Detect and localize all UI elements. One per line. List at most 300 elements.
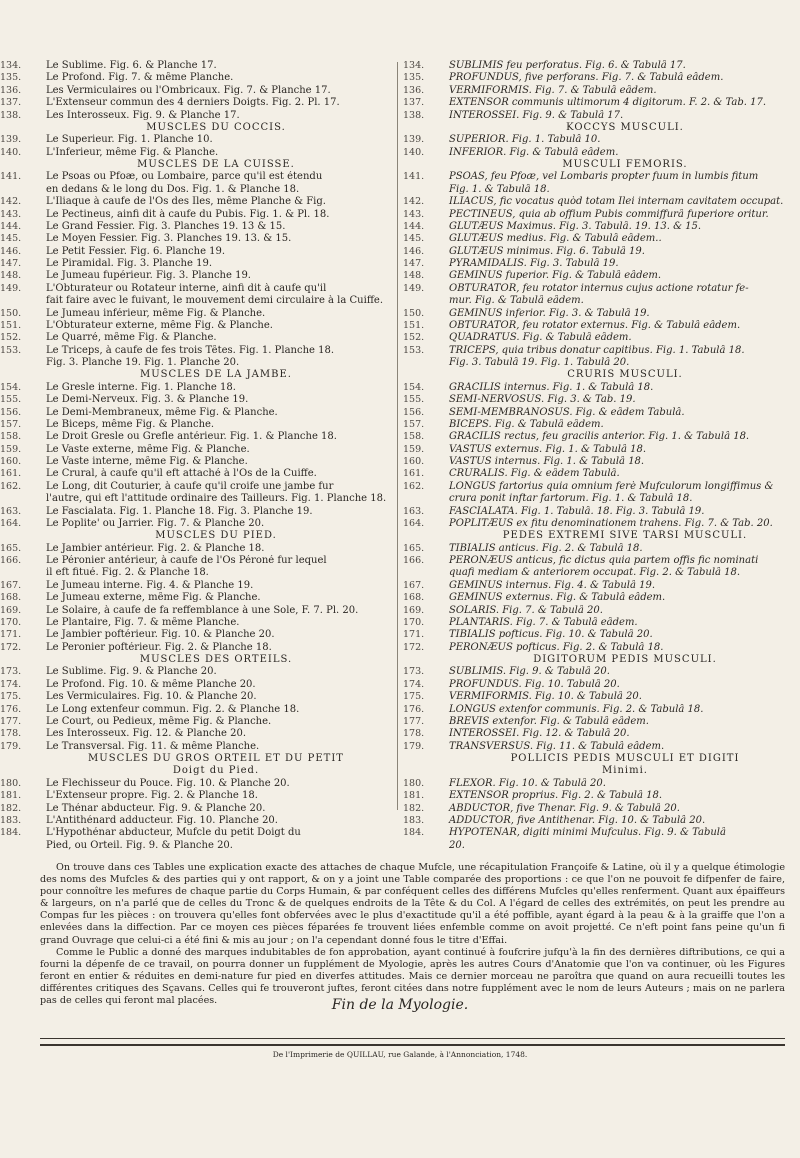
french-entry	[0, 728, 395, 740]
french-entry	[0, 171, 395, 183]
french-entry	[0, 567, 395, 579]
entry-text: Le Piramidal. Fig. 3. Planche 19.	[46, 258, 212, 269]
entry-text: Les Interosseux. Fig. 12. & Planche 20.	[46, 728, 247, 740]
entry-number: 163.	[0, 505, 22, 517]
entry-text: ILIACUS, fic vocatus quòd totam Ilei internam cavitatem occupat.	[449, 196, 784, 208]
french-entry	[0, 605, 395, 617]
french-entry	[0, 345, 395, 357]
latin-section-heading	[403, 530, 800, 542]
french-entry	[0, 679, 395, 691]
entry-text: FLEXOR. Fig. 10. & Tabulâ 20.	[449, 777, 606, 789]
latin-entry	[403, 567, 800, 579]
entry-text: GLUTÆUS medius. Fig. & Tabulâ eâdem..	[449, 233, 662, 245]
entry-number: 168.	[403, 592, 425, 604]
french-entry	[0, 147, 395, 159]
french-entry	[0, 246, 395, 258]
latin-section-heading	[403, 765, 800, 777]
printer-imprint: De l'Imprimerie de QUILLAU, rue Galande, à l'Annonciation, 1748.	[272, 1050, 528, 1059]
entry-number: 143.	[403, 208, 425, 220]
latin-entry	[403, 147, 800, 159]
entry-text: MUSCLES DU GROS ORTEIL ET DU PETIT	[88, 753, 344, 764]
entry-text: SUBLIMIS feu perforatus. Fig. 6. & Tabulâ 17.	[449, 60, 686, 71]
french-entry	[0, 580, 395, 592]
entry-number: 184.	[403, 827, 425, 839]
entry-number: 146.	[0, 245, 22, 257]
entry-number: 134.	[0, 60, 22, 71]
latin-entry	[403, 617, 800, 629]
latin-entry	[403, 444, 800, 456]
entry-text: L'Hypothénar abducteur, Mufcle du petit Doigt du	[46, 827, 301, 839]
entry-number: 168.	[0, 592, 22, 604]
latin-section-heading	[403, 369, 800, 381]
entry-number: 139.	[403, 134, 425, 146]
latin-entry	[403, 605, 800, 617]
latin-entry	[403, 270, 800, 282]
entry-text: BICEPS. Fig. & Tabulâ eâdem.	[449, 418, 604, 430]
entry-number: 135.	[403, 72, 425, 84]
entry-number: 176.	[0, 703, 22, 715]
entry-text: PEDES EXTREMI SIVE TARSI MUSCULI.	[502, 530, 748, 542]
latin-column	[403, 60, 800, 852]
entry-number: 136.	[403, 84, 425, 96]
entry-text: Le Peronier poftérieur. Fig. 2. & Planche 18.	[46, 641, 272, 653]
entry-text: HYPOTENAR, digiti minimi Mufculus. Fig. 9. & Tabulâ	[449, 827, 726, 839]
latin-entry	[403, 110, 800, 122]
latin-entry	[403, 72, 800, 84]
latin-entry	[403, 778, 800, 790]
entry-text: VERMIFORMIS. Fig. 7. & Tabulâ eâdem.	[449, 84, 657, 96]
french-entry	[0, 419, 395, 431]
entry-number: 155.	[0, 394, 22, 406]
entry-number: 149.	[403, 282, 425, 294]
closing-remarks	[40, 862, 785, 1007]
entry-text: Le Solaire, à caufe de fa reffemblance à une Sole, F. 7. Pl. 20.	[46, 604, 359, 616]
entry-text: GEMINUS externus. Fig. & Tabulâ eâdem.	[449, 592, 666, 604]
latin-entry	[403, 246, 800, 258]
entry-text: MUSCLES DU COCCIS.	[146, 121, 286, 133]
entry-text: Le Jumeau externe, même Fig. & Planche.	[46, 592, 261, 604]
entry-text: SEMI-MEMBRANOSUS. Fig. & eâdem Tabulâ.	[449, 406, 685, 418]
entry-number: 182.	[403, 802, 425, 814]
entry-text: Le Fascialata. Fig. 1. Planche 18. Fig. 3. Planche 19.	[46, 505, 313, 517]
entry-number: 153.	[403, 344, 425, 356]
latin-entry	[403, 382, 800, 394]
entry-text: GRACILIS rectus, feu gracilis anterior. Fig. 1. & Tabulâ 18.	[449, 431, 750, 443]
entry-number: 138.	[403, 109, 425, 121]
entry-number: 143.	[0, 208, 22, 220]
entry-number: 183.	[403, 814, 425, 826]
entry-number: 161.	[0, 468, 22, 480]
latin-entry	[403, 543, 800, 555]
latin-section-heading	[403, 122, 800, 134]
entry-number: 164.	[403, 517, 425, 529]
entry-text: Le Long, dit Couturier, à caufe qu'il croife une jambe fur	[46, 480, 334, 492]
latin-entry	[403, 209, 800, 221]
entry-text: Fig. 3. Planche 19. Fig. 1. Planche 20.	[46, 357, 240, 368]
entry-number: 156.	[0, 406, 22, 418]
entry-text: PECTINEUS, quia ab offium Pubis commiffurâ fuperiore oritur.	[449, 208, 769, 220]
latin-entry	[403, 827, 800, 839]
latin-entry	[403, 481, 800, 493]
entry-text: Les Vermiculaires. Fig. 10. & Planche 20.	[46, 691, 257, 703]
french-entry	[0, 741, 395, 753]
entry-text: PERONÆUS pofticus. Fig. 2. & Tabulâ 18.	[449, 641, 664, 653]
entry-number: 162.	[0, 480, 22, 492]
entry-text: DIGITORUM PEDIS MUSCULI.	[533, 654, 717, 665]
french-entry	[0, 209, 395, 221]
french-entry	[0, 704, 395, 716]
entry-text: MUSCLES DES ORTEILS.	[139, 654, 293, 665]
french-entry	[0, 295, 395, 307]
entry-number: 151.	[0, 319, 22, 331]
latin-entry	[403, 85, 800, 97]
entry-number: 175.	[0, 691, 22, 703]
entry-number: 171.	[0, 629, 22, 641]
entry-text: Le Jumeau interne. Fig. 4. & Planche 19.	[46, 579, 254, 591]
entry-number: 171.	[403, 629, 425, 641]
entry-number: 142.	[403, 196, 425, 208]
entry-text: mur. Fig. & Tabulâ eâdem.	[449, 295, 584, 307]
entry-number: 137.	[403, 97, 425, 109]
entry-number: 137.	[0, 97, 22, 109]
entry-number: 154.	[403, 381, 425, 393]
entry-number: 180.	[403, 777, 425, 789]
entry-number: 152.	[0, 332, 22, 344]
latin-entry	[403, 295, 800, 307]
entry-text: ADDUCTOR, five Antithenar. Fig. 10. & Tabulâ 20.	[449, 814, 706, 826]
latin-entry	[403, 555, 800, 567]
latin-entry	[403, 221, 800, 233]
entry-number: 139.	[0, 134, 22, 146]
entry-number: 158.	[403, 431, 425, 443]
french-entry	[0, 394, 395, 406]
entry-text: MUSCLES DE LA JAMBE.	[140, 369, 292, 381]
entry-number: 149.	[0, 282, 22, 294]
entry-number: 170.	[0, 616, 22, 628]
entry-text: INFERIOR. Fig. & Tabulâ eâdem.	[449, 146, 619, 158]
latin-entry	[403, 493, 800, 505]
latin-section-heading	[403, 159, 800, 171]
latin-entry	[403, 357, 800, 369]
entry-text: Le Triceps, à caufe de fes trois Têtes. Fig. 1. Planche 18.	[46, 344, 335, 356]
entry-number: 163.	[403, 505, 425, 517]
latin-entry	[403, 468, 800, 480]
entry-text: POLLICIS PEDIS MUSCULI ET DIGITI	[510, 753, 740, 764]
french-section-heading	[0, 530, 395, 542]
entry-text: Le Flechisseur du Pouce. Fig. 10. & Planche 20.	[46, 777, 290, 789]
entry-text: Doigt du Pied.	[172, 765, 260, 777]
entry-text: Le Sublime. Fig. 9. & Planche 20.	[46, 666, 217, 678]
french-entry	[0, 431, 395, 443]
end-title: Fin de la Myologie.	[331, 997, 469, 1013]
entry-text: TRICEPS, quia tribus donatur capitibus. Fig. 1. Tabulâ 18.	[449, 344, 745, 356]
french-entry	[0, 456, 395, 468]
french-entry	[0, 407, 395, 419]
entry-text: PYRAMIDALIS. Fig. 3. Tabulâ 19.	[449, 258, 619, 269]
entry-text: L'Extenseur commun des 4 derniers Doigts. Fig. 2. Pl. 17.	[46, 97, 340, 109]
entry-text: Le Jumeau inférieur, même Fig. & Planche.	[46, 307, 266, 319]
latin-section-heading	[403, 654, 800, 666]
french-entry	[0, 283, 395, 295]
entry-text: GEMINUS fuperior. Fig. & Tabulâ eâdem.	[449, 270, 662, 282]
latin-entry	[403, 741, 800, 753]
entry-number: 176.	[403, 703, 425, 715]
entry-number: 173.	[403, 666, 425, 678]
column-divider	[397, 62, 398, 810]
entry-text: MUSCLES DU PIED.	[155, 530, 277, 542]
latin-entry	[403, 320, 800, 332]
entry-number: 145.	[0, 233, 22, 245]
entry-number: 174.	[403, 678, 425, 690]
french-entry	[0, 803, 395, 815]
entry-text: EXTENSOR communis ultimorum 4 digitorum. F. 2. & Tab. 17.	[449, 97, 767, 109]
latin-entry	[403, 258, 800, 270]
entry-text: Le Thénar abducteur. Fig. 9. & Planche 20.	[46, 802, 266, 814]
entry-text: VASTUS externus. Fig. 1. & Tabulâ 18.	[449, 443, 647, 455]
entry-number: 179.	[0, 740, 22, 752]
entry-text: FASCIALATA. Fig. 1. Tabulâ. 18. Fig. 3. Tabulâ 19.	[449, 505, 705, 517]
entry-number: 160.	[0, 456, 22, 467]
entry-number: 148.	[403, 270, 425, 282]
latin-entry	[403, 171, 800, 183]
entry-text: Le Jambier antérieur. Fig. 2. & Planche 18.	[46, 542, 265, 554]
entry-text: MUSCLES DE LA CUISSE.	[137, 159, 295, 170]
entry-number: 158.	[0, 431, 22, 443]
entry-number: 145.	[403, 233, 425, 245]
entry-text: Le Plantaire, Fig. 7. & même Planche.	[46, 616, 240, 628]
entry-number: 178.	[403, 728, 425, 740]
french-entry	[0, 308, 395, 320]
entry-text: INTEROSSEI. Fig. 9. & Tabulâ 17.	[449, 109, 624, 121]
latin-entry	[403, 407, 800, 419]
entry-number: 141.	[403, 171, 425, 183]
entry-number: 172.	[0, 641, 22, 653]
entry-text: Le Crural, à caufe qu'il eft attaché à l'Os de la Cuiffe.	[46, 468, 317, 480]
french-entry	[0, 506, 395, 518]
french-entry	[0, 320, 395, 332]
entry-number: 175.	[403, 691, 425, 703]
entry-text: L'Extenseur propre. Fig. 2. & Planche 18.	[46, 790, 258, 802]
entry-text: quafi mediam & anteriorem occupat. Fig. 2. & Tabulâ 18.	[449, 567, 741, 579]
french-entry	[0, 196, 395, 208]
entry-text: CRURALIS. Fig. & eâdem Tabulâ.	[449, 468, 620, 480]
entry-number: 150.	[0, 307, 22, 319]
entry-text: L'Obturateur externe, même Fig. & Planche.	[46, 319, 273, 331]
entry-text: TIBIALIS anticus. Fig. 2. & Tabulâ 18.	[449, 542, 643, 554]
entry-text: OBTURATOR, feu rotator externus. Fig. & Tabulâ eâdem.	[449, 319, 741, 331]
french-entry	[0, 815, 395, 827]
entry-text: Le Jambier poftérieur. Fig. 10. & Planche 20.	[46, 629, 275, 641]
entry-text: 20.	[449, 839, 465, 851]
french-entry	[0, 332, 395, 344]
entry-text: Les Vermiculaires ou l'Ombricaux. Fig. 7. & Planche 17.	[46, 84, 331, 96]
entry-text: GEMINUS inferior. Fig. 3. & Tabulâ 19.	[449, 307, 650, 319]
entry-text: INTEROSSEI. Fig. 12. & Tabulâ 20.	[449, 728, 630, 740]
latin-entry	[403, 506, 800, 518]
entry-text: OBTURATOR, feu rotator internus cujus actione rotatur fe-	[449, 282, 749, 294]
entry-number: 156.	[403, 406, 425, 418]
french-section-heading	[0, 765, 395, 777]
latin-entry	[403, 518, 800, 530]
entry-text: LONGUS fartorius quia omnium ferè Mufculorum longiffimus &	[449, 480, 774, 492]
latin-entry	[403, 790, 800, 802]
entry-number: 142.	[0, 196, 22, 208]
entry-text: Le Petit Fessier. Fig. 6. Planche 19.	[46, 245, 226, 257]
entry-text: ABDUCTOR, five Thenar. Fig. 9. & Tabulâ 20.	[449, 802, 680, 814]
entry-text: POPLITÆUS ex fitu denominationem trahens. Fig. 7. & Tab. 20.	[449, 517, 773, 529]
french-column	[0, 60, 395, 852]
entry-number: 181.	[0, 790, 22, 802]
entry-number: 166.	[0, 555, 22, 566]
latin-entry	[403, 184, 800, 196]
entry-number: 174.	[0, 678, 22, 690]
entry-text: Le Superieur. Fig. 1. Planche 10.	[46, 134, 213, 146]
entry-text: Minimi.	[602, 765, 648, 777]
latin-entry	[403, 394, 800, 406]
entry-number: 140.	[0, 146, 22, 158]
entry-number: 154.	[0, 381, 22, 393]
french-entry	[0, 184, 395, 196]
entry-text: Le Psoas ou Pfoæ, ou Lombaire, parce qu'il est étendu	[46, 171, 323, 183]
entry-text: L'Iliaque à caufe de l'Os des Iles, même Planche & Fig.	[46, 196, 326, 208]
entry-text: Le Jumeau fupérieur. Fig. 3. Planche 19.	[46, 270, 251, 282]
latin-entry	[403, 332, 800, 344]
entry-text: SUBLIMIS. Fig. 9. & Tabulâ 20.	[449, 666, 610, 678]
entry-number: 180.	[0, 777, 22, 789]
french-entry	[0, 827, 395, 839]
entry-text: PSOAS, feu Pfoæ, vel Lombaris propter fuum in lumbis fitum	[449, 171, 759, 183]
entry-text: Le Court, ou Pedieux, même Fig. & Planche.	[46, 715, 272, 727]
entry-number: 147.	[403, 258, 425, 269]
french-section-heading	[0, 369, 395, 381]
french-entry	[0, 493, 395, 505]
french-entry	[0, 110, 395, 122]
entry-text: Le Vaste interne, même Fig. & Planche.	[46, 456, 248, 467]
rule-bottom	[40, 1044, 785, 1046]
latin-entry	[403, 592, 800, 604]
latin-entry	[403, 345, 800, 357]
entry-text: CRURIS MUSCULI.	[567, 369, 683, 381]
entry-text: PERONÆUS anticus, fic dictus quia partem offis fic nominati	[449, 555, 759, 566]
french-entry	[0, 518, 395, 530]
entry-number: 166.	[403, 555, 425, 566]
entry-number: 169.	[0, 604, 22, 616]
entry-text: Le Profond. Fig. 7. & même Planche.	[46, 72, 234, 84]
entry-number: 147.	[0, 258, 22, 269]
french-section-heading	[0, 753, 395, 765]
french-entry	[0, 592, 395, 604]
french-entry	[0, 666, 395, 678]
latin-entry	[403, 691, 800, 703]
french-entry	[0, 691, 395, 703]
entry-number: 150.	[403, 307, 425, 319]
french-entry	[0, 790, 395, 802]
french-entry	[0, 444, 395, 456]
entry-number: 183.	[0, 814, 22, 826]
french-entry	[0, 357, 395, 369]
latin-entry	[403, 704, 800, 716]
latin-entry	[403, 283, 800, 295]
latin-entry	[403, 803, 800, 815]
entry-number: 170.	[403, 616, 425, 628]
entry-text: VERMIFORMIS. Fig. 10. & Tabulâ 20.	[449, 691, 642, 703]
entry-text: L'Obturateur ou Rotateur interne, ainfi dit à caufe qu'il	[46, 282, 327, 294]
entry-text: LONGUS extenfor communis. Fig. 2. & Tabulâ 18.	[449, 703, 704, 715]
french-entry	[0, 382, 395, 394]
entry-text: Le Grand Fessier. Fig. 3. Planches 19. 13 & 15.	[46, 220, 286, 232]
french-entry	[0, 716, 395, 728]
latin-entry	[403, 97, 800, 109]
entry-number: 138.	[0, 109, 22, 121]
french-section-heading	[0, 122, 395, 134]
entry-number: 179.	[403, 740, 425, 752]
entry-text: Le Poplite' ou Jarrier. Fig. 7. & Planche 20.	[46, 517, 265, 529]
entry-number: 184.	[0, 827, 22, 839]
french-entry	[0, 134, 395, 146]
entry-number: 148.	[0, 270, 22, 282]
entry-number: 159.	[0, 443, 22, 455]
entry-number: 178.	[0, 728, 22, 740]
latin-entry	[403, 196, 800, 208]
entry-text: Le Gresle interne. Fig. 1. Planche 18.	[46, 381, 236, 393]
latin-entry	[403, 716, 800, 728]
entry-number: 134.	[403, 60, 425, 71]
latin-entry	[403, 431, 800, 443]
entry-text: il eft fitué. Fig. 2. & Planche 18.	[46, 567, 209, 579]
latin-entry	[403, 580, 800, 592]
rule-top	[40, 1038, 785, 1039]
entry-number: 141.	[0, 171, 22, 183]
entry-text: Le Transversal. Fig. 11. & même Planche.	[46, 740, 260, 752]
entry-text: MUSCULI FEMORIS.	[562, 159, 688, 170]
entry-number: 152.	[403, 332, 425, 344]
entry-text: PROFUNDUS. Fig. 10. Tabulâ 20.	[449, 678, 620, 690]
latin-entry	[403, 233, 800, 245]
entry-number: 161.	[403, 468, 425, 480]
entry-number: 182.	[0, 802, 22, 814]
entry-text: Le Sublime. Fig. 6. & Planche 17.	[46, 60, 217, 71]
latin-entry	[403, 629, 800, 641]
entry-number: 181.	[403, 790, 425, 802]
entry-text: GRACILIS internus. Fig. 1. & Tabulâ 18.	[449, 381, 654, 393]
french-entry	[0, 270, 395, 282]
entry-text: PROFUNDUS, five perforans. Fig. 7. & Tabulâ eâdem.	[449, 72, 724, 84]
entry-text: crura ponit inftar fartorum. Fig. 1. & Tabulâ 18.	[449, 493, 693, 505]
entry-text: L'Inferieur, même Fig. & Planche.	[46, 146, 219, 158]
french-entry	[0, 778, 395, 790]
latin-section-heading	[403, 753, 800, 765]
entry-text: Le Biceps, même Fig. & Planche.	[46, 418, 215, 430]
entry-text: EXTENSOR proprius. Fig. 2. & Tabulâ 18.	[449, 790, 663, 802]
entry-number: 159.	[403, 443, 425, 455]
entry-text: Le Péronier antérieur, à caufe de l'Os Péroné fur lequel	[46, 555, 327, 566]
entry-text: Le Quarré, même Fig. & Planche.	[46, 332, 217, 344]
latin-entry	[403, 456, 800, 468]
latin-entry	[403, 728, 800, 740]
entry-number: 157.	[403, 418, 425, 430]
entry-text: Le Long extenfeur commun. Fig. 2. & Planche 18.	[46, 703, 300, 715]
entry-text: Le Demi-Nerveux. Fig. 3. & Planche 19.	[46, 394, 249, 406]
entry-number: 164.	[0, 517, 22, 529]
entry-number: 169.	[403, 604, 425, 616]
french-entry	[0, 258, 395, 270]
closing-paragraph-1: On trouve dans ces Tables une explication exacte des attaches de chaque Mufcle, une récapitulation Françoife & Latine, où il y a quelque étimologie des noms des Mufcles & des parties qui y ont rapport, & on y a joint une Table comparée des proportions : ce que l'on ne pouvoit fe difpenfer de faire, pour connoître les mefures de chaque partie du Corps Humain, & par conféquent celles des différens Mufcles qu'elles renferment. Quant aux épaiffeurs & largeurs, on n'a parlé que de celles du Tronc & de quelques endroits de la Tête & du Col. A l'égard de celles des extrémités, on peut les prendre au Compas fur les pièces : on trouvera qu'elles font obfervées avec le plus d'exactitude qu'il a été poffible, ayant égard à la peau & à la graiffe que l'on a enlevées dans la diffection. Par ce moyen ces pièces féparées fe trouvent liées enfemble comme on avoit projetté. Ce n'eft point fans peine qu'un fi grand Ouvrage que celui-ci a été fini & mis au jour ; on l'a cependant donné fous le titre d'Effai.	[40, 862, 785, 946]
french-entry	[0, 72, 395, 84]
entry-text: Le Profond. Fig. 10. & même Planche 20.	[46, 678, 256, 690]
latin-entry	[403, 840, 800, 852]
entry-number: 177.	[0, 715, 22, 727]
entry-text: Le Moyen Fessier. Fig. 3. Planches 19. 13. & 15.	[46, 233, 292, 245]
